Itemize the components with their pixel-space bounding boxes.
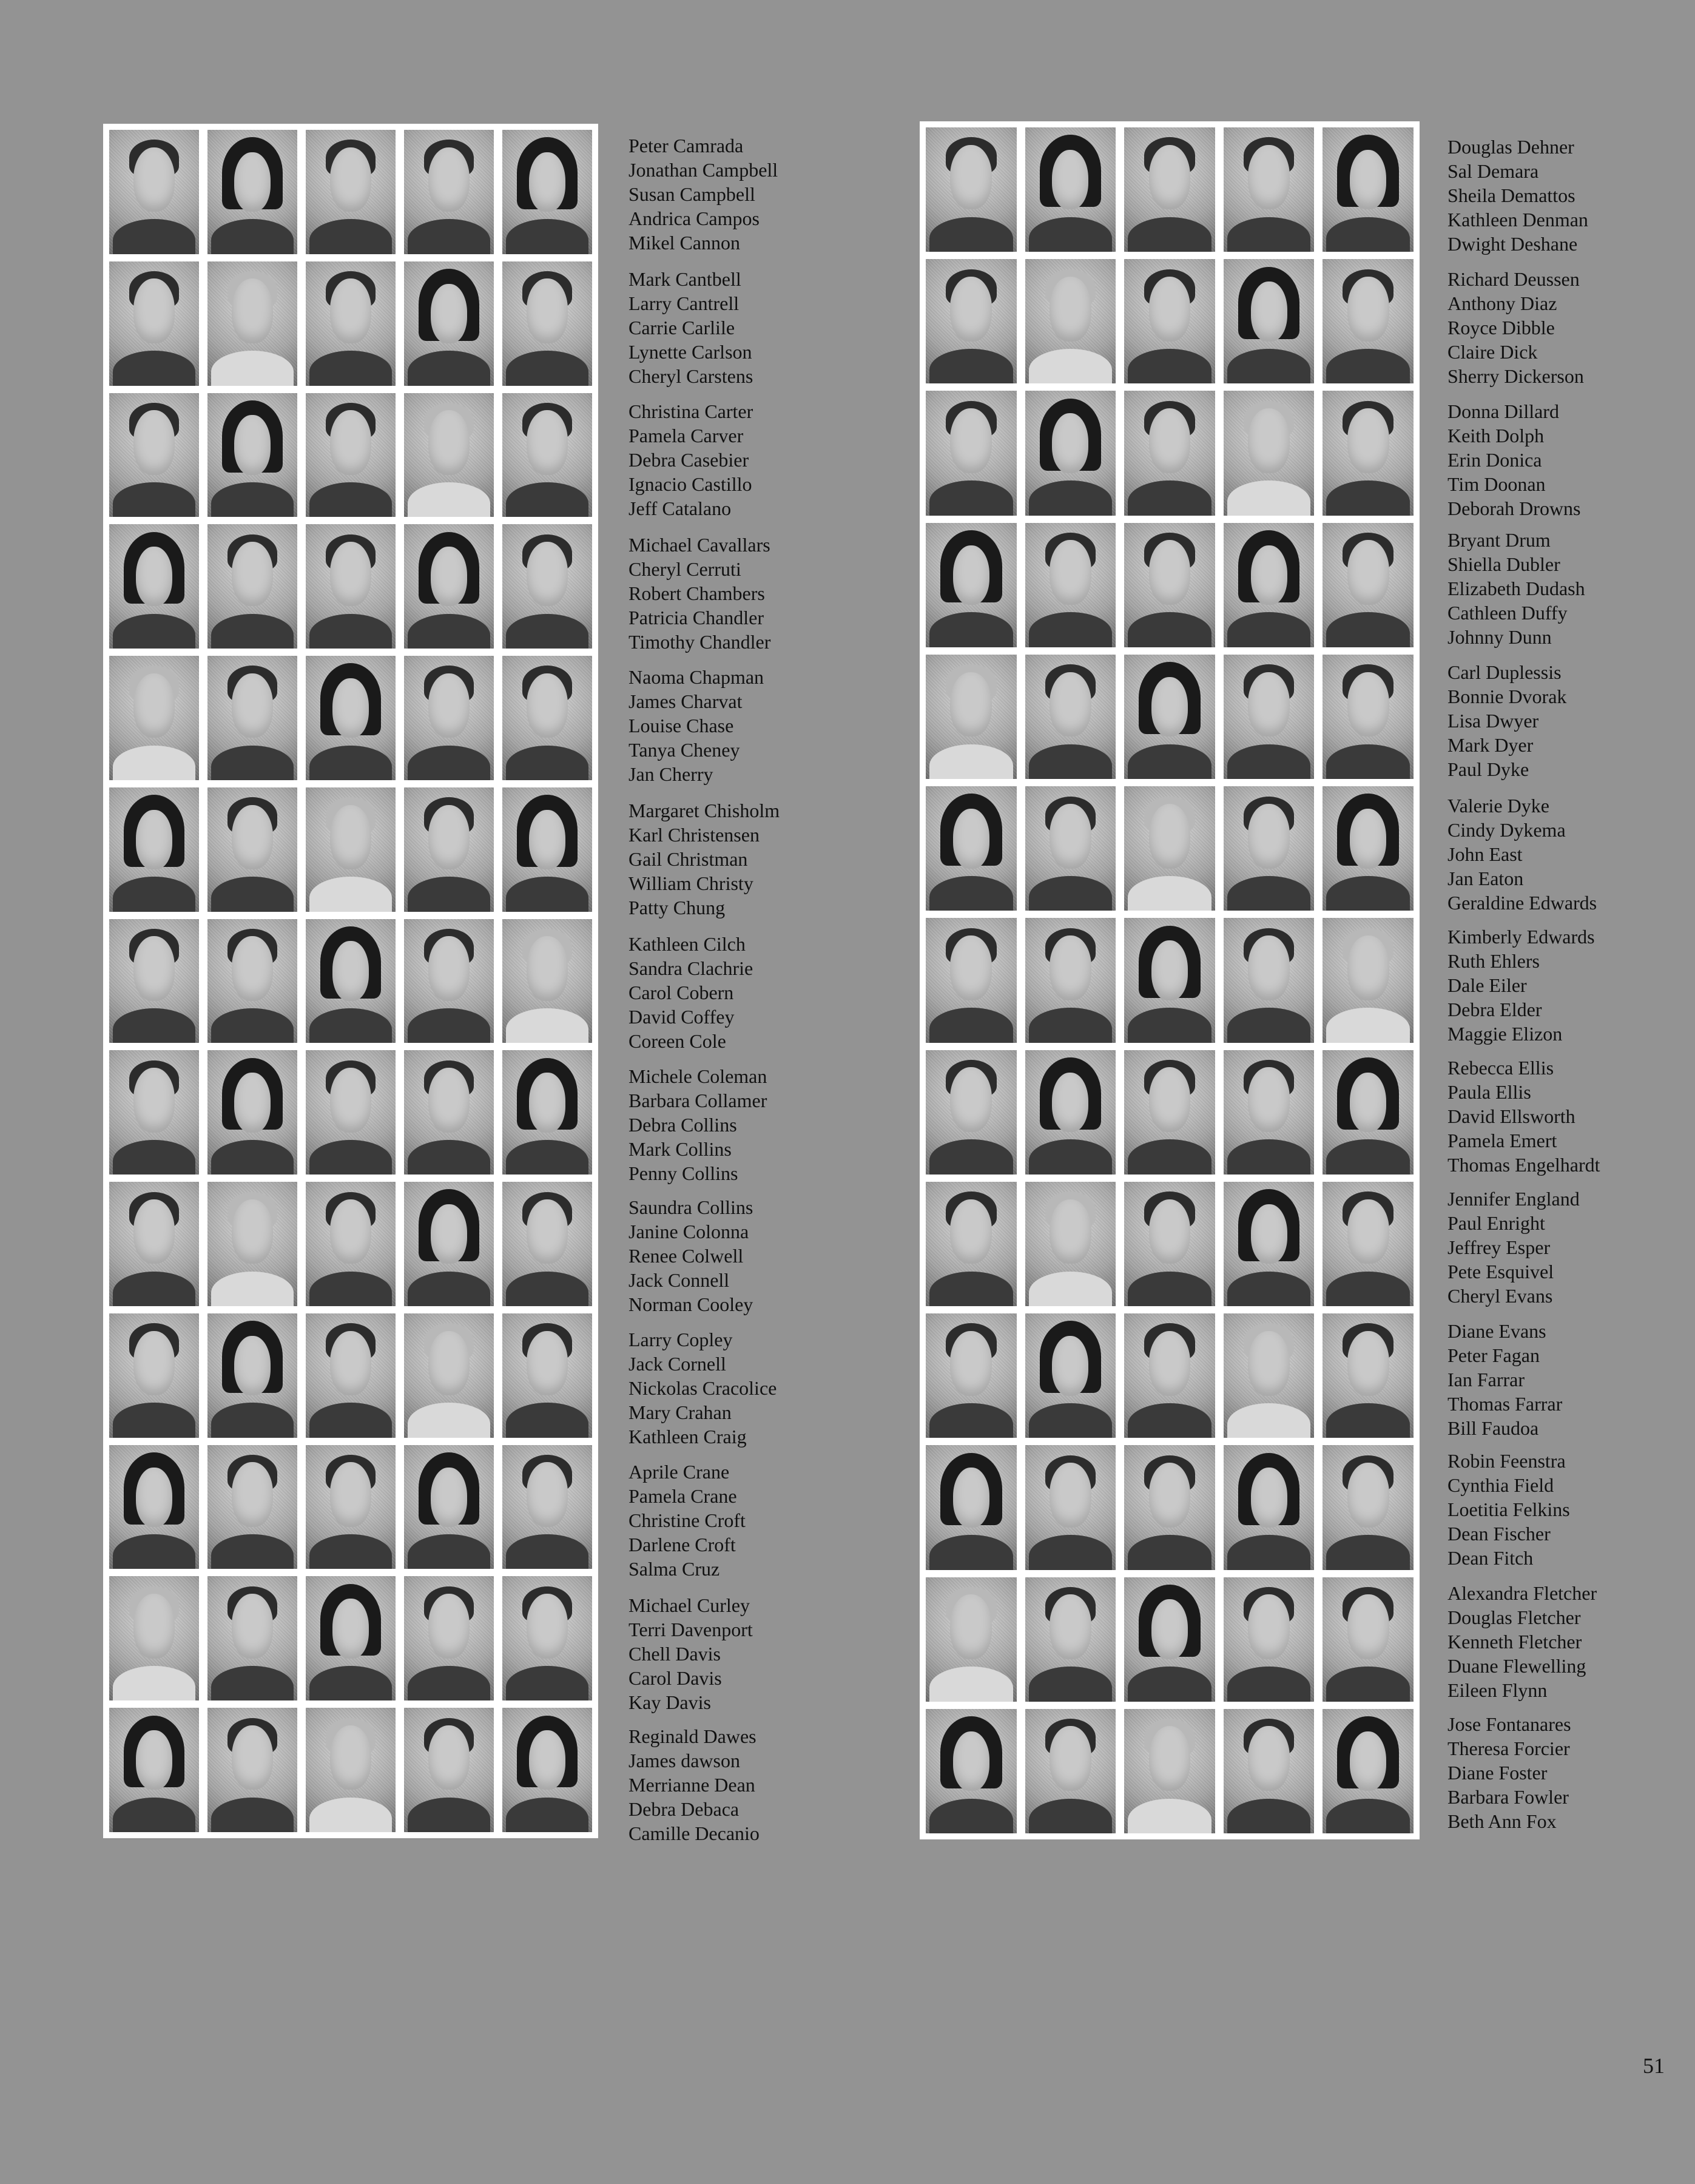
student-name: Camille Decanio [628,1822,760,1844]
student-name: Paula Ellis [1447,1081,1531,1103]
student-photo [207,1050,297,1175]
student-photo [926,1313,1017,1438]
student-name: Dean Fischer [1447,1523,1551,1545]
student-name: Robin Feenstra [1447,1450,1566,1472]
name-group [1447,135,1588,256]
student-name: Deborah Drowns [1447,497,1581,519]
student-name: Timothy Chandler [628,631,771,653]
student-name: Kimberly Edwards [1447,926,1595,948]
student-photo [109,787,199,912]
student-photo [306,1708,396,1832]
student-photo [926,391,1017,515]
student-name: Tanya Cheney [628,739,740,761]
student-photo [404,393,494,517]
student-name: Penny Collins [628,1162,738,1184]
student-name: Mark Dyer [1447,734,1534,756]
student-name: Johnny Dunn [1447,626,1552,648]
student-photo [1124,655,1215,779]
student-photo [1025,391,1116,515]
student-photo [1124,127,1215,252]
student-photo [109,524,199,649]
student-name: Peter Fagan [1447,1344,1540,1366]
student-name: Gail Christman [628,848,748,870]
left-photo-panel [103,124,598,1838]
student-photo [1224,1577,1315,1702]
student-name: Mikel Cannon [628,232,740,254]
name-group [1447,1319,1562,1440]
student-name: Paul Dyke [1447,758,1529,780]
student-name: Jack Cornell [628,1353,726,1375]
student-name: Debra Debaca [628,1798,740,1820]
student-photo [109,1182,199,1306]
student-name: Cheryl Evans [1447,1285,1553,1307]
student-name: Susan Campbell [628,183,755,205]
name-group [628,1195,753,1316]
student-name: David Coffey [628,1006,735,1028]
name-group [628,267,753,388]
student-name: Debra Collins [628,1114,737,1136]
student-photo [109,130,199,254]
student-photo [1025,1577,1116,1702]
student-name: Darlene Croft [628,1534,736,1555]
student-photo [1124,523,1215,647]
student-name: Jeffrey Esper [1447,1236,1551,1258]
name-group [1447,925,1595,1046]
name-group [628,1460,746,1581]
student-photo [502,524,592,649]
student-photo [1025,1050,1116,1175]
student-photo [306,393,396,517]
student-photo [502,1182,592,1306]
student-name: Cheryl Cerruti [628,558,741,580]
student-name: Beth Ann Fox [1447,1810,1557,1832]
student-name: Dale Eiler [1447,974,1527,996]
student-photo [1323,1445,1414,1569]
student-photo [502,1445,592,1569]
student-photo [1224,918,1315,1042]
student-name: Cathleen Duffy [1447,602,1568,624]
student-name: Kathleen Craig [628,1426,747,1448]
student-name: Eileen Flynn [1447,1679,1548,1701]
student-name: Shiella Dubler [1447,553,1560,575]
student-name: Erin Donica [1447,449,1542,471]
student-name: Tim Doonan [1447,473,1546,495]
student-name: Duane Flewelling [1447,1655,1586,1677]
student-name: David Ellsworth [1447,1105,1575,1127]
name-group [1447,794,1597,915]
student-name: Maggie Elizon [1447,1023,1563,1045]
student-photo [1323,655,1414,779]
student-photo [109,919,199,1043]
student-photo [306,261,396,386]
student-photo [207,261,297,386]
student-photo [404,787,494,912]
student-photo [1124,1182,1215,1306]
student-photo [1323,1182,1414,1306]
student-photo [1124,1050,1215,1175]
name-group [1447,1581,1597,1702]
student-name: Michele Coleman [628,1065,767,1087]
student-name: Royce Dibble [1447,317,1555,339]
student-name: Douglas Fletcher [1447,1606,1581,1628]
student-photo [1025,523,1116,647]
student-name: Naoma Chapman [628,666,764,688]
student-name: Christine Croft [628,1509,746,1531]
student-photo [404,1708,494,1832]
student-name: Andrica Campos [628,207,760,229]
page-number: 51 [1643,2054,1665,2078]
student-photo [502,1576,592,1700]
student-name: Terri Davenport [628,1619,753,1640]
name-group [1447,528,1585,649]
student-photo [207,1182,297,1306]
student-name: Richard Deussen [1447,268,1580,290]
student-photo [207,1445,297,1569]
student-photo [1224,655,1315,779]
student-photo [109,393,199,517]
student-photo [926,127,1017,252]
right-photo-grid [926,127,1414,1833]
student-photo [502,656,592,780]
student-name: Michael Curley [628,1594,750,1616]
student-photo [207,1576,297,1700]
student-name: Christina Carter [628,400,753,422]
student-photo [404,656,494,780]
student-name: Nickolas Cracolice [628,1377,777,1399]
name-group [628,932,753,1053]
student-name: Bryant Drum [1447,529,1551,551]
student-photo [1025,918,1116,1042]
student-name: Norman Cooley [628,1293,753,1315]
student-name: Carol Cobern [628,982,734,1003]
student-name: Ignacio Castillo [628,473,752,495]
student-name: Bill Faudoa [1447,1417,1539,1439]
student-name: Saundra Collins [628,1196,753,1218]
student-photo [1025,1709,1116,1833]
student-photo [502,787,592,912]
student-photo [1323,523,1414,647]
student-photo [404,130,494,254]
student-name: Jennifer England [1447,1188,1580,1210]
student-name: Sheila Demattos [1447,184,1575,206]
student-photo [1124,786,1215,911]
student-photo [1323,1050,1414,1175]
student-photo [306,1182,396,1306]
student-photo [1224,523,1315,647]
student-photo [502,1313,592,1438]
student-photo [502,1050,592,1175]
student-name: Carol Davis [628,1667,722,1689]
student-name: Ian Farrar [1447,1369,1525,1390]
student-photo [306,656,396,780]
student-photo [1124,391,1215,515]
student-photo [502,1708,592,1832]
student-name: Jack Connell [628,1269,730,1291]
student-name: Debra Elder [1447,999,1542,1020]
student-photo [306,1050,396,1175]
student-photo [926,1577,1017,1702]
name-group [1447,1712,1571,1833]
student-name: Margaret Chisholm [628,800,780,821]
student-name: Paul Enright [1447,1212,1545,1234]
student-name: Carl Duplessis [1447,661,1562,683]
student-name: Kathleen Cilch [628,933,746,955]
student-photo [1323,259,1414,383]
student-name: Sandra Clachrie [628,957,753,979]
student-name: Michael Cavallars [628,534,770,556]
student-name: Salma Cruz [628,1558,720,1580]
student-photo [306,524,396,649]
student-name: Dean Fitch [1447,1547,1534,1569]
student-photo [306,130,396,254]
student-name: Pete Esquivel [1447,1261,1554,1282]
student-photo [926,1182,1017,1306]
student-photo [1224,127,1315,252]
student-name: Lisa Dwyer [1447,710,1539,732]
student-name: Jose Fontanares [1447,1713,1571,1735]
student-name: Valerie Dyke [1447,795,1549,817]
student-name: Pamela Emert [1447,1130,1557,1151]
student-photo [207,787,297,912]
name-group [1447,399,1581,521]
student-name: Karl Christensen [628,824,760,846]
student-photo [306,919,396,1043]
student-name: Cynthia Field [1447,1474,1554,1496]
name-group [1447,1187,1580,1308]
student-photo [207,393,297,517]
student-name: Aprile Crane [628,1461,730,1483]
student-name: Renee Colwell [628,1245,744,1267]
name-group [1447,1056,1600,1177]
student-photo [1224,1445,1315,1569]
name-group [628,399,753,521]
student-name: Douglas Dehner [1447,136,1574,158]
student-name: Barbara Fowler [1447,1786,1569,1808]
student-name: Patricia Chandler [628,607,764,629]
student-name: Jan Eaton [1447,868,1524,889]
student-photo [1224,259,1315,383]
student-name: Carrie Carlile [628,317,735,339]
student-name: Pamela Carver [628,425,744,447]
student-name: Peter Camrada [628,135,744,157]
student-photo [502,393,592,517]
student-photo [1323,127,1414,252]
student-name: Cindy Dykema [1447,819,1566,841]
student-name: Mark Collins [628,1138,732,1160]
student-photo [306,1576,396,1700]
student-photo [1323,786,1414,911]
student-photo [1224,1313,1315,1438]
student-photo [926,1050,1017,1175]
student-name: Coreen Cole [628,1030,726,1052]
name-group [628,1593,753,1714]
student-name: Alexandra Fletcher [1447,1582,1597,1604]
student-name: Cheryl Carstens [628,365,753,387]
student-photo [926,655,1017,779]
student-photo [1025,1445,1116,1569]
student-name: Jeff Catalano [628,497,732,519]
student-name: Jonathan Campbell [628,159,778,181]
student-name: James dawson [628,1750,740,1771]
student-name: Diane Foster [1447,1762,1548,1784]
student-name: Claire Dick [1447,341,1538,363]
student-photo [207,1708,297,1832]
student-name: Jan Cherry [628,763,713,785]
student-photo [1025,259,1116,383]
student-name: Anthony Diaz [1447,292,1557,314]
student-name: Larry Copley [628,1329,733,1350]
student-name: Diane Evans [1447,1320,1546,1342]
student-photo [1124,918,1215,1042]
student-name: Kay Davis [628,1691,711,1713]
student-photo [1323,1709,1414,1833]
student-photo [1323,391,1414,515]
student-photo [1025,127,1116,252]
student-photo [109,261,199,386]
student-photo [1224,786,1315,911]
student-photo [306,1445,396,1569]
student-name: Mark Cantbell [628,268,741,290]
student-photo [926,1709,1017,1833]
name-group [628,798,780,920]
student-name: Geraldine Edwards [1447,892,1597,914]
student-photo [207,524,297,649]
student-photo [109,1576,199,1700]
student-photo [404,919,494,1043]
student-photo [926,523,1017,647]
student-name: John East [1447,843,1523,865]
student-name: Pamela Crane [628,1485,737,1507]
student-photo [109,1050,199,1175]
student-name: Theresa Forcier [1447,1737,1570,1759]
student-name: Patty Chung [628,897,726,918]
student-photo [926,786,1017,911]
student-photo [207,1313,297,1438]
student-photo [1025,786,1116,911]
left-photo-grid [109,130,592,1832]
name-group [628,1724,760,1845]
student-photo [502,130,592,254]
student-photo [926,1445,1017,1569]
student-photo [404,524,494,649]
name-group [628,665,764,786]
student-photo [1124,259,1215,383]
student-photo [1224,1709,1315,1833]
student-photo [109,1313,199,1438]
name-group [628,133,778,255]
name-group [628,533,770,654]
student-photo [1025,655,1116,779]
right-photo-panel [920,121,1420,1839]
student-photo [502,919,592,1043]
student-name: Louise Chase [628,715,734,736]
student-photo [926,259,1017,383]
student-photo [1124,1445,1215,1569]
student-name: Thomas Farrar [1447,1393,1563,1415]
student-name: Chell Davis [628,1643,721,1665]
student-photo [109,656,199,780]
student-name: Keith Dolph [1447,425,1545,447]
student-name: William Christy [628,872,753,894]
name-group [1447,660,1566,781]
student-photo [1025,1313,1116,1438]
student-photo [1323,1577,1414,1702]
student-photo [1323,1313,1414,1438]
student-name: Merrianne Dean [628,1774,755,1796]
student-name: Donna Dillard [1447,400,1559,422]
student-name: Kenneth Fletcher [1447,1631,1582,1653]
student-name: Mary Crahan [628,1401,732,1423]
student-photo [404,1050,494,1175]
student-name: Sherry Dickerson [1447,365,1584,387]
student-name: Lynette Carlson [628,341,752,363]
student-photo [109,1445,199,1569]
student-name: James Charvat [628,690,743,712]
student-photo [1025,1182,1116,1306]
student-photo [1224,391,1315,515]
student-name: Robert Chambers [628,582,765,604]
student-name: Dwight Deshane [1447,233,1578,255]
student-photo [1224,1182,1315,1306]
student-name: Larry Cantrell [628,292,740,314]
student-name: Debra Casebier [628,449,749,471]
student-name: Kathleen Denman [1447,209,1588,231]
student-photo [207,919,297,1043]
student-name: Reginald Dawes [628,1725,757,1747]
student-photo [1124,1577,1215,1702]
student-photo [306,1313,396,1438]
name-group [1447,267,1584,388]
student-photo [207,656,297,780]
student-name: Sal Demara [1447,160,1539,182]
student-name: Loetitia Felkins [1447,1498,1570,1520]
student-name: Thomas Engelhardt [1447,1154,1600,1176]
student-photo [109,1708,199,1832]
student-photo [1224,1050,1315,1175]
student-photo [404,261,494,386]
student-name: Elizabeth Dudash [1447,578,1585,599]
name-group [1447,1449,1570,1570]
student-photo [404,1576,494,1700]
student-photo [207,130,297,254]
student-photo [404,1313,494,1438]
student-photo [1323,918,1414,1042]
student-photo [306,787,396,912]
student-photo [404,1445,494,1569]
student-photo [502,261,592,386]
student-name: Rebecca Ellis [1447,1057,1554,1079]
student-photo [404,1182,494,1306]
student-name: Barbara Collamer [628,1090,767,1111]
name-group [628,1064,767,1185]
student-name: Bonnie Dvorak [1447,686,1567,707]
name-group [628,1327,777,1449]
student-photo [926,918,1017,1042]
student-name: Janine Colonna [628,1221,749,1242]
student-photo [1124,1709,1215,1833]
student-photo [1124,1313,1215,1438]
student-name: Ruth Ehlers [1447,950,1540,972]
